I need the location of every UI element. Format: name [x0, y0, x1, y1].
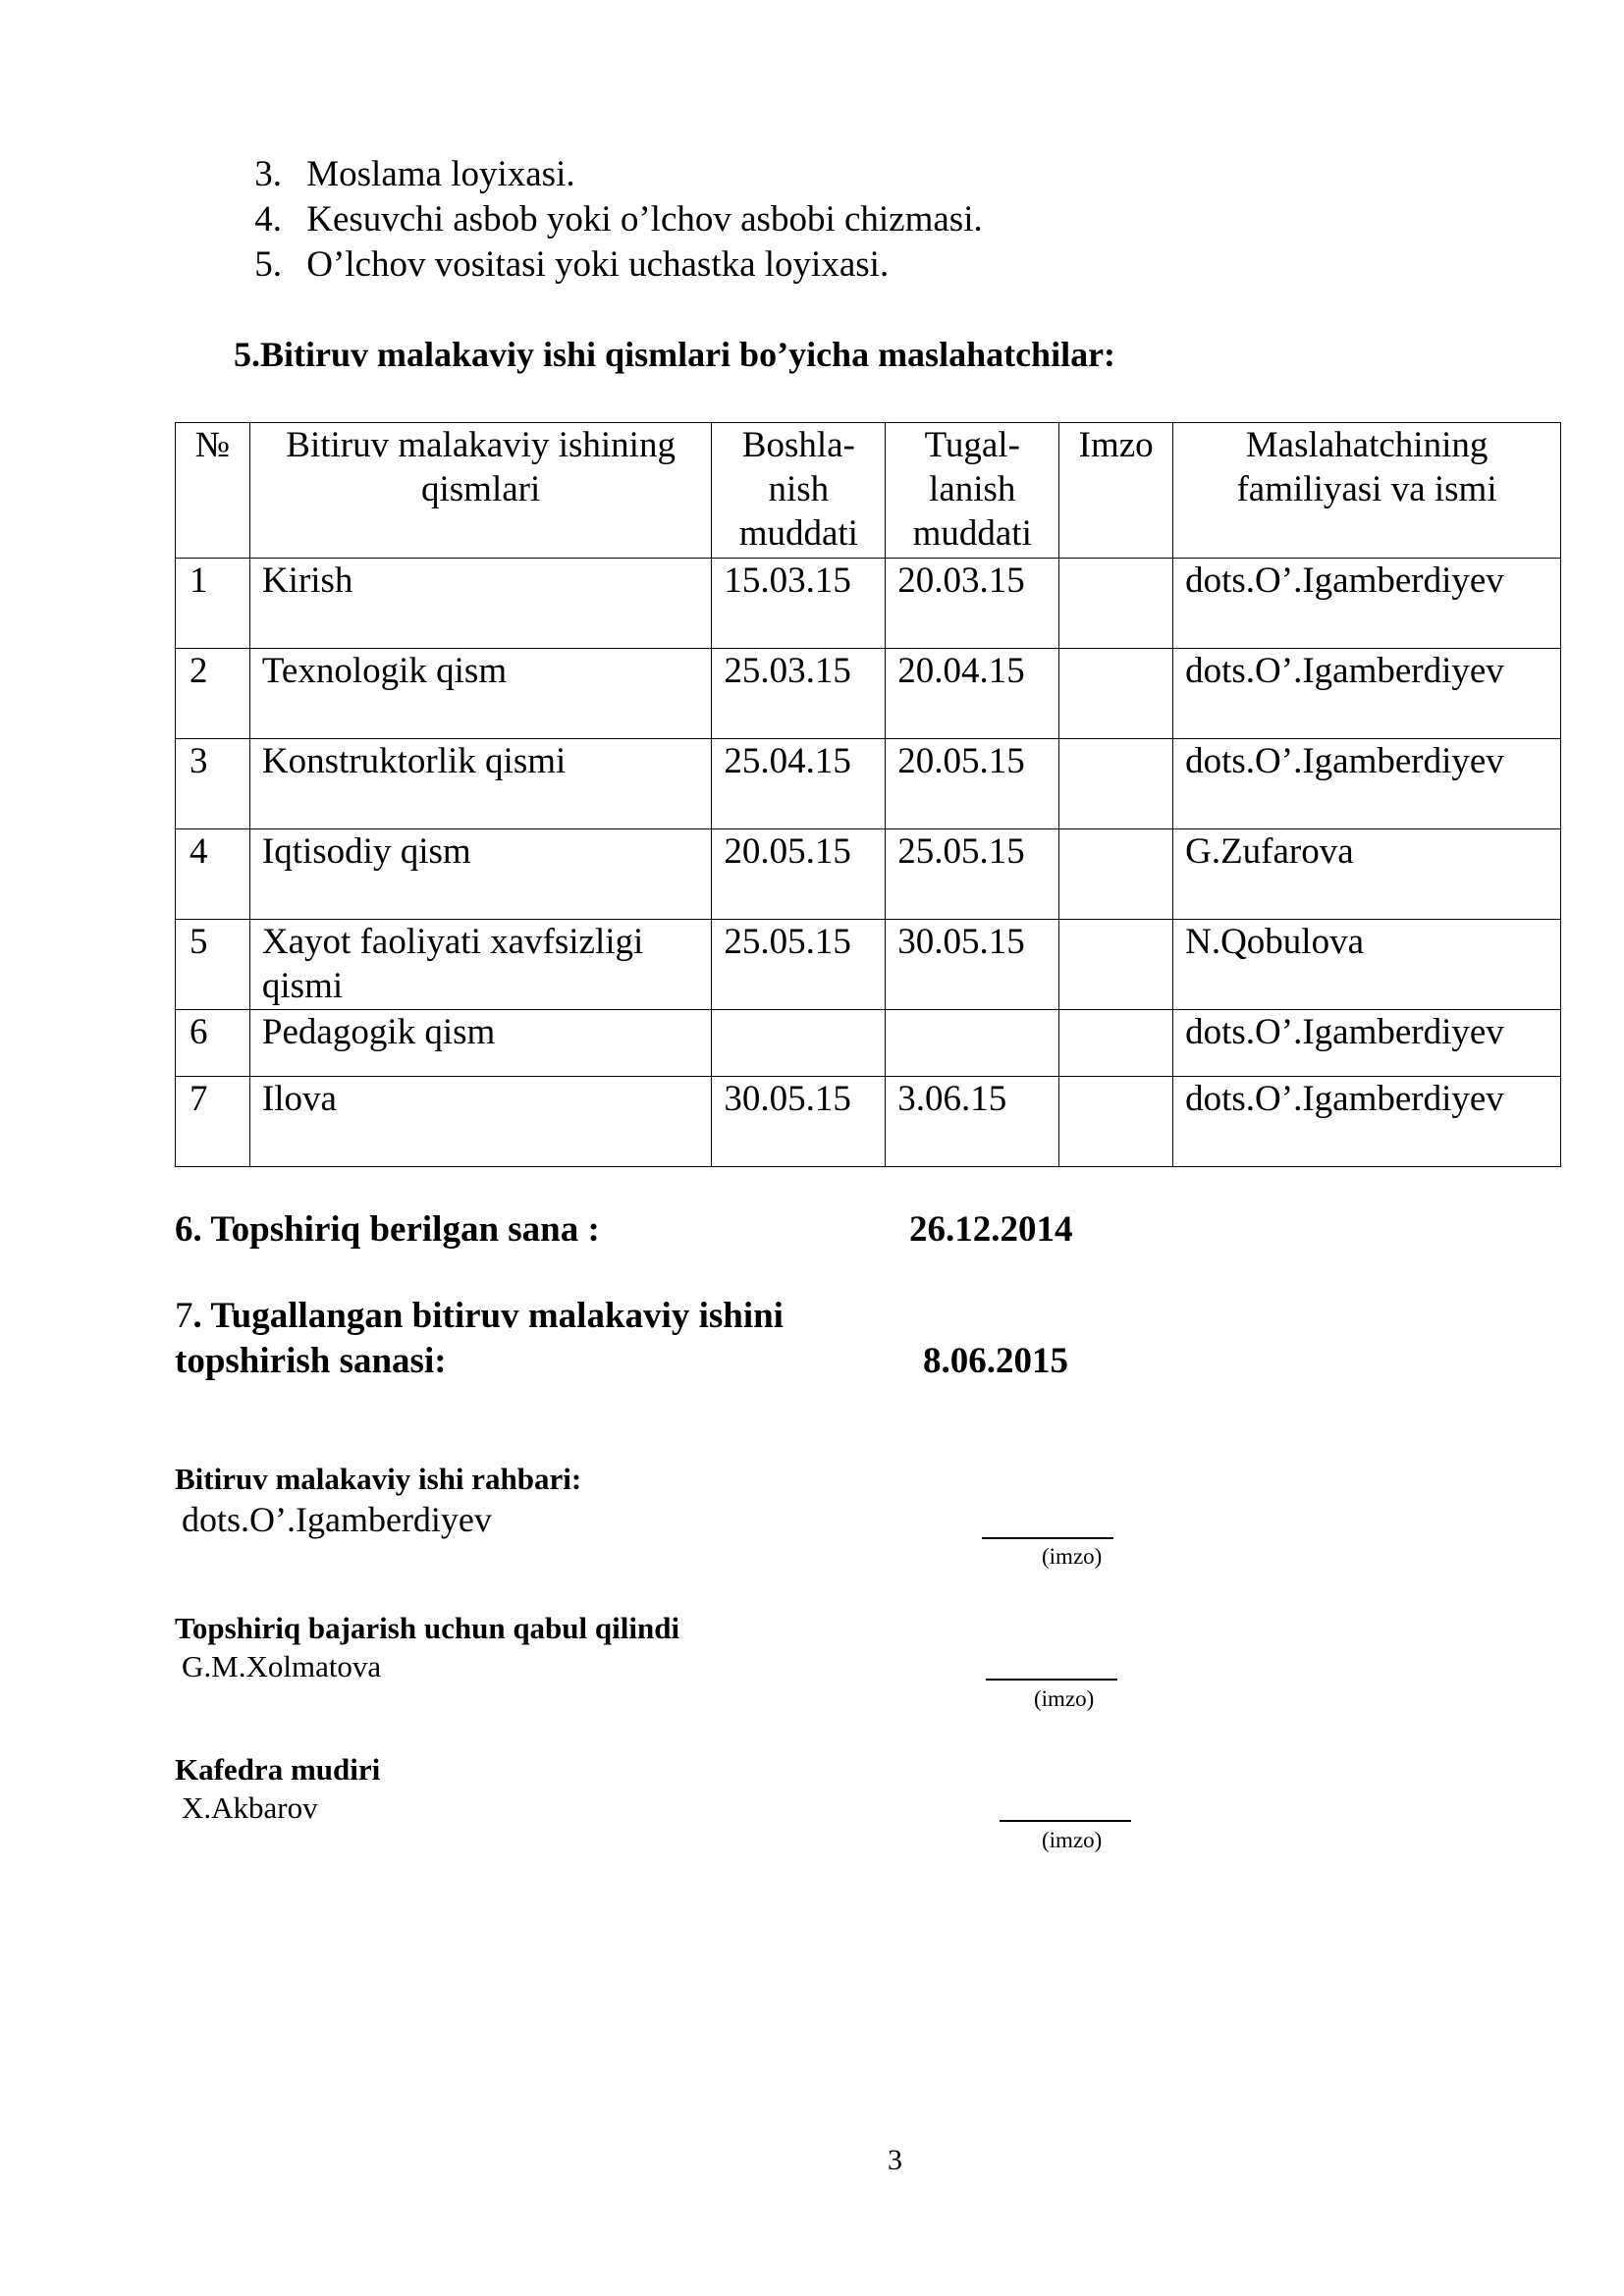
- page-number: 3: [888, 2144, 902, 2176]
- cell-end: 20.05.15: [886, 739, 1059, 829]
- cell-sign: [1059, 559, 1173, 649]
- signature-line: [986, 1679, 1117, 1681]
- cell-advisor: dots.O’.Igamberdiyev: [1173, 739, 1561, 829]
- cell-end: 3.06.15: [886, 1077, 1059, 1167]
- cell-part: Ilova: [249, 1077, 711, 1167]
- section5-heading: 5.Bitiruv malakaviy ishi qismlari bo’yicha maslahatchilar:: [234, 335, 1116, 374]
- signature-role-head: Kafedra mudiri: [175, 1752, 381, 1787]
- cell-start: [712, 1010, 886, 1077]
- signature-role-supervisor: Bitiruv malakaviy ishi rahbari:: [175, 1462, 582, 1496]
- cell-start: 25.05.15: [712, 920, 886, 1010]
- cell-end: 20.04.15: [886, 649, 1059, 739]
- list-number: 4.: [254, 199, 282, 240]
- cell-sign: [1059, 1010, 1173, 1077]
- table-row: [176, 1010, 1561, 1077]
- cell-part: Pedagogik qism: [249, 1010, 711, 1077]
- signature-name-head: X.Akbarov: [182, 1790, 318, 1825]
- signature-role-accepted: Topshiriq bajarish uchun qabul qilindi: [175, 1611, 680, 1645]
- signature-caption: (imzo): [1042, 1544, 1103, 1569]
- cell-start: 20.05.15: [712, 829, 886, 920]
- cell-advisor: dots.O’.Igamberdiyev: [1173, 649, 1561, 739]
- cell-sign: [1059, 739, 1173, 829]
- list-text: Moslama loyixasi.: [306, 154, 575, 194]
- cell-advisor: dots.O’.Igamberdiyev: [1173, 1077, 1561, 1167]
- table-row: [176, 559, 1561, 649]
- cell-part: Texnologik qism: [249, 649, 711, 739]
- header-advisor: Maslahatchining familiyasi va ismi: [1173, 423, 1561, 559]
- cell-start: 25.03.15: [712, 649, 886, 739]
- table-row: [176, 829, 1561, 920]
- section7-date: 8.06.2015: [923, 1341, 1068, 1381]
- cell-part: Xayot faoliyati xavfsizligi qismi: [249, 920, 711, 1010]
- signature-name-supervisor: dots.O’.Igamberdiyev: [182, 1500, 492, 1539]
- section7-line1: [175, 1294, 784, 1339]
- header-sign: Imzo: [1059, 423, 1173, 559]
- section7-text: . Tugallangan bitiruv malakaviy ishini: [192, 1296, 784, 1336]
- cell-sign: [1059, 1077, 1173, 1167]
- consultants-table: [175, 422, 1561, 1167]
- signature-line: [1000, 1820, 1131, 1822]
- list-item-3: [231, 152, 575, 197]
- section7-number: 7: [175, 1296, 193, 1336]
- signature-caption: (imzo): [1034, 1686, 1095, 1711]
- header-end: Tugal- lanish muddati: [886, 423, 1059, 559]
- table-header-row: [176, 423, 1561, 559]
- cell-start: 25.04.15: [712, 739, 886, 829]
- cell-end: 25.05.15: [886, 829, 1059, 920]
- cell-no: 7: [176, 1077, 250, 1167]
- table-row: [176, 920, 1561, 1010]
- cell-no: 5: [176, 920, 250, 1010]
- cell-sign: [1059, 649, 1173, 739]
- table-row: [176, 739, 1561, 829]
- header-part: Bitiruv malakaviy ishining qismlari: [249, 423, 711, 559]
- list-number: 5.: [254, 244, 282, 285]
- cell-end: 30.05.15: [886, 920, 1059, 1010]
- cell-no: 3: [176, 739, 250, 829]
- section7-line2: topshirish sanasi:: [175, 1341, 447, 1381]
- list-item-5: [231, 242, 889, 288]
- cell-part: Iqtisodiy qism: [249, 829, 711, 920]
- header-start: Boshla- nish muddati: [712, 423, 886, 559]
- cell-start: 30.05.15: [712, 1077, 886, 1167]
- cell-start: 15.03.15: [712, 559, 886, 649]
- list-text: O’lchov vositasi yoki uchastka loyixasi.: [306, 244, 890, 285]
- cell-advisor: dots.O’.Igamberdiyev: [1173, 559, 1561, 649]
- table-row: [176, 649, 1561, 739]
- section6-label: 6. Topshiriq berilgan sana :: [175, 1209, 600, 1250]
- cell-advisor: dots.O’.Igamberdiyev: [1173, 1010, 1561, 1077]
- cell-part: Konstruktorlik qismi: [249, 739, 711, 829]
- section6-date: 26.12.2014: [909, 1209, 1073, 1250]
- cell-advisor: G.Zufarova: [1173, 829, 1561, 920]
- cell-no: 6: [176, 1010, 250, 1077]
- table-row: [176, 1077, 1561, 1167]
- header-no: №: [176, 423, 250, 559]
- cell-end: 20.03.15: [886, 559, 1059, 649]
- cell-no: 1: [176, 559, 250, 649]
- cell-no: 2: [176, 649, 250, 739]
- cell-no: 4: [176, 829, 250, 920]
- list-number: 3.: [254, 154, 282, 194]
- list-item-4: [231, 197, 983, 242]
- signature-caption: (imzo): [1042, 1828, 1103, 1852]
- signature-line: [982, 1537, 1113, 1539]
- cell-part: Kirish: [249, 559, 711, 649]
- cell-end: [886, 1010, 1059, 1077]
- cell-advisor: N.Qobulova: [1173, 920, 1561, 1010]
- cell-sign: [1059, 829, 1173, 920]
- cell-sign: [1059, 920, 1173, 1010]
- list-text: Kesuvchi asbob yoki o’lchov asbobi chizmasi.: [306, 199, 983, 240]
- signature-name-accepted: G.M.Xolmatova: [182, 1649, 382, 1683]
